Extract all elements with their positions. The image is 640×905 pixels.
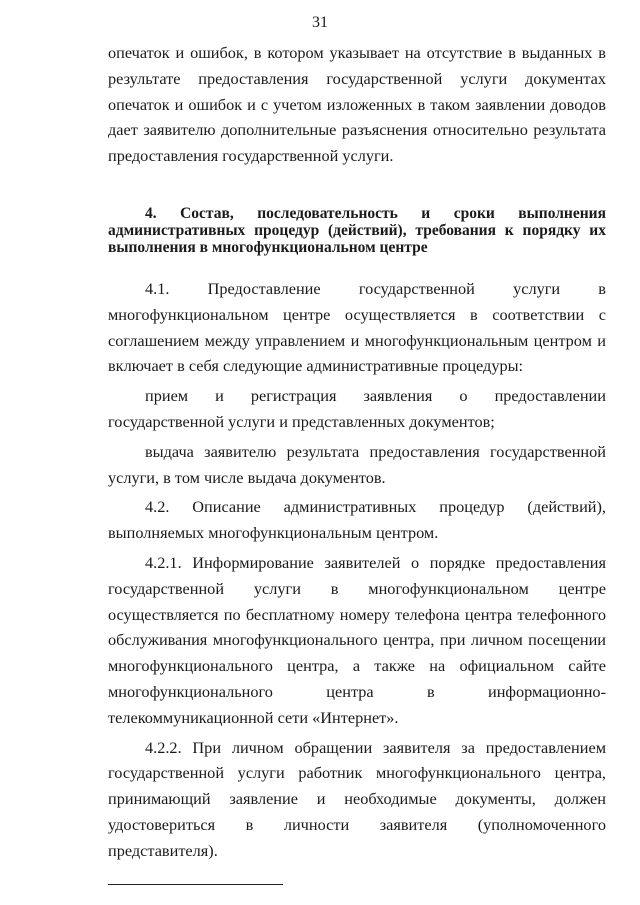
paragraph-4-2-2: 4.2.2. При личном обращении заявителя за предоставлением государственной услуги работник многофункционального центра, принимающий заявление и необходимые документы, должен удостовериться в личности заявителя (уполномоченного представителя).: [108, 737, 606, 860]
footnote-divider: [108, 884, 283, 885]
paragraph-4-1-item-2: выдача заявителю результата предоставления государственной услуги, в том числе выдача документов.: [108, 441, 606, 487]
section-heading: 4. Состав, последовательность и сроки выполнения административных процедур (действий), требования к порядку их выполнения в многофункциональном центре: [108, 204, 606, 256]
paragraph-4-2-1: 4.2.1. Информирование заявителей о порядке предоставления государственной услуги в многофункциональном центре осуществляется по бесплатному номеру телефона центра телефонного обслуживания многофункционального центра, при личном посещении многофункционального центра, а также на официальном сайте многофункционального центра в информационно-телекоммуникационной сети «Интернет».: [108, 552, 606, 727]
paragraph-intro: опечаток и ошибок, в котором указывает на отсутствие в выданных в результате предоставления государственной услуги документах опечаток и ошибок и с учетом изложенных в таком заявлении доводов дает заявителю дополнительные разъяснения относительно результата предоставления государственной услуги.: [108, 43, 606, 166]
page-number: 31: [312, 14, 328, 31]
paragraph-4-1-item-1: прием и регистрация заявления о предоставлении государственной услуги и представленных документов;: [108, 386, 606, 431]
paragraph-4-2: 4.2. Описание административных процедур (действий), выполняемых многофункциональным центром.: [108, 497, 606, 543]
document-body: [108, 40, 606, 864]
paragraph-4-1: 4.1. Предоставление государственной услуги в многофункциональном центре осуществляется в соответствии с соглашением между управлением и многофункциональным центром и включает в себя следующие административные процедуры:: [108, 278, 606, 376]
